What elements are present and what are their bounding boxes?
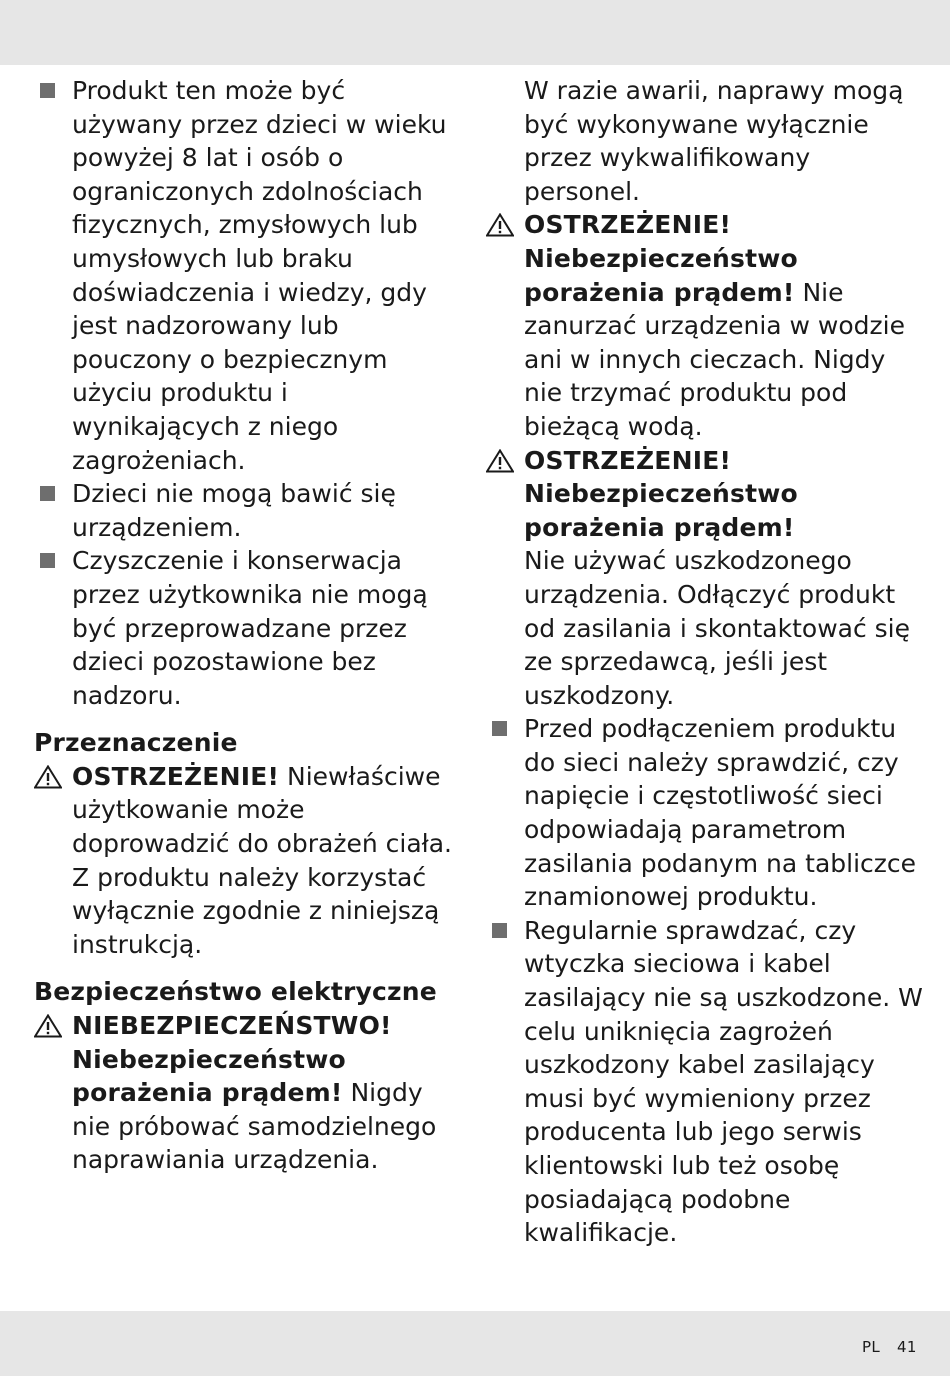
square-bullet-icon (492, 721, 507, 736)
bullet-text: Produkt ten może być używany przez dzieci w wieku powyżej 8 lat i osób o ograniczonych zdolnościach fizycznych, zmysłowych lub umysłowych lub braku doświadczenia i wiedzy, gdy jest nadzorowany lub pouczony o bezpiecznym użyciu produktu i wynikających z niego zagrożeniach. (72, 76, 447, 475)
warning-label: OSTRZEŻENIE! (72, 761, 280, 791)
bullet-text: Regularnie sprawdzać, czy wtyczka sieciowa i kabel zasilający nie są uszkodzone. W celu uniknięcia zagrożeń uszkodzony kabel zasilający musi być wymieniony przez producenta lub jego serwis klientowski lub też osobę posiadającą podobne kwalifikacje. (524, 915, 923, 1248)
danger-text: Nigdy nie próbować samodzielnego naprawiania urządzenia. (72, 1078, 437, 1175)
language-code: PL (862, 1338, 881, 1356)
warning-block (34, 760, 459, 962)
square-bullet-icon (40, 553, 55, 568)
warning-text: Nie zanurzać urządzenia w wodzie ani w innych cieczach. Nigdy nie trzymać produktu pod bieżącą wodą. (524, 277, 905, 441)
bullet-text: Czyszczenie i konserwacja przez użytkownika nie mogą być przeprowadzane przez dzieci pozostawione bez nadzoru. (72, 546, 428, 710)
warning-triangle-icon (486, 449, 514, 473)
warning-triangle-icon (486, 213, 514, 237)
square-bullet-icon (40, 486, 55, 501)
intro-text: W razie awarii, naprawy mogą być wykonywane wyłącznie przez wykwalifikowany personel. (524, 76, 904, 206)
bullet-text: Dzieci nie mogą bawić się urządzeniem. (72, 479, 396, 542)
warning-block (486, 444, 926, 713)
list-item (486, 712, 926, 914)
list-item (486, 914, 926, 1250)
page-number: 41 (897, 1338, 917, 1356)
square-bullet-icon (492, 923, 507, 938)
danger-label: NIEBEZPIECZEŃSTWO! Niebezpieczeństwo porażenia prądem! (72, 1011, 392, 1108)
section-heading-purpose: Przeznaczenie (34, 728, 238, 758)
square-bullet-icon (40, 83, 55, 98)
warning-label: OSTRZEŻENIE! Niebezpieczeństwo porażenia prądem! (524, 210, 798, 307)
list-item (34, 74, 459, 477)
warning-triangle-icon (34, 1014, 62, 1038)
warning-triangle-icon (34, 765, 62, 789)
left-column (34, 74, 459, 1177)
list-item (34, 544, 459, 712)
section-heading-electric: Bezpieczeństwo elektryczne (34, 977, 437, 1007)
bullet-text: Przed podłączeniem produktu do sieci należy sprawdzić, czy napięcie i częstotliwość sieci odpowiadają parametrom zasilania podanym na tabliczce znamionowej produktu. (524, 714, 917, 912)
footer-bar (0, 1311, 950, 1376)
warning-label: OSTRZEŻENIE! Niebezpieczeństwo porażenia prądem! (524, 445, 798, 542)
warning-text: Nie używać uszkodzonego urządzenia. Odłączyć produkt od zasilania i skontaktować się ze sprzedawcą, jeśli jest uszkodzony. (524, 546, 910, 710)
list-item (34, 477, 459, 544)
warning-block (486, 208, 926, 443)
header-bar (0, 0, 950, 65)
danger-block (34, 1009, 459, 1177)
warning-text: Niewłaściwe użytkowanie może doprowadzić do obrażeń ciała. Z produktu należy korzystać wyłącznie zgodnie z niniejszą instrukcją. (72, 761, 453, 959)
right-column (486, 74, 926, 1250)
